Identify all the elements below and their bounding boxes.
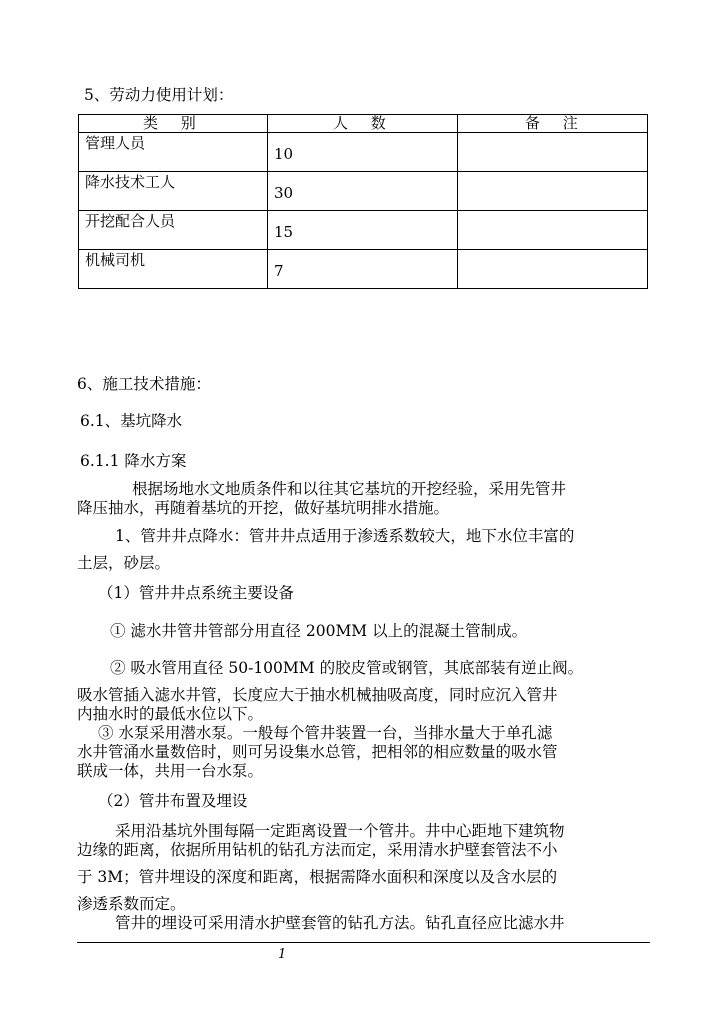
table-header-count: 人 数 [333,114,395,132]
paragraph-line: ① 滤水井管井管部分用直径 200MM 以上的混凝土管制成。 [110,622,528,640]
paragraph-line: 内抽水时的最低水位以下。 [77,705,264,723]
table-cell-count: 15 [274,223,294,241]
section-5-heading: 5、劳动力使用计划： [84,86,234,104]
paragraph-line: 联成一体，共用一台水泵。 [77,762,264,780]
paragraph-line: ② 吸水管用直径 50-100MM 的胶皮管或钢管，其底部装有逆止阀。 [110,659,584,677]
table-cell-category: 机械司机 [85,251,146,269]
labor-plan-table [78,114,648,289]
table-row-divider [79,171,647,172]
table-cell-count: 30 [274,184,294,202]
table-row-divider [79,132,647,133]
paragraph-line: 降压抽水，再随着基坑的开挖，做好基坑明排水措施。 [77,499,450,517]
paragraph-line: 于 3M；管井埋设的深度和距离，根据需降水面积和深度以及含水层的 [77,868,558,886]
section-6-1-1-heading: 6.1.1 降水方案 [80,452,187,470]
paragraph-line: 根据场地水文地质条件和以往其它基坑的开挖经验，采用先管井 [132,480,567,498]
paragraph-line: （2）管井布置及埋设 [98,792,248,810]
page-number: 1 [278,947,287,962]
section-6-1-heading: 6.1、基坑降水 [80,412,183,430]
table-cell-category: 降水技术工人 [85,173,176,191]
table-row-divider [79,210,647,211]
table-header-note: 备 注 [525,114,587,132]
table-header-category: 类 别 [143,114,205,132]
table-column-divider [267,115,268,288]
paragraph-line: 土层，砂层。 [77,554,171,572]
paragraph-line: 水井管涌水量数倍时，则可另设集水总管，把相邻的相应数量的吸水管 [77,743,558,761]
table-cell-count: 10 [274,145,294,163]
section-6-heading: 6、施工技术措施： [77,375,211,393]
paragraph-line: 渗透系数而定。 [77,895,186,913]
table-cell-category: 管理人员 [85,134,146,152]
table-row-divider [79,249,647,250]
paragraph-line: 吸水管插入滤水井管，长度应大于抽水机械抽吸高度，同时应沉入管井 [77,686,558,704]
paragraph-line: 1、管井井点降水：管井井点适用于渗透系数较大，地下水位丰富的 [115,527,575,545]
paragraph-line: 边缘的距离，依据所用钻机的钻孔方法而定，采用清水护壁套管法不小 [77,841,558,859]
paragraph-line: （1）管井井点系统主要设备 [98,584,294,602]
table-cell-category: 开挖配合人员 [85,212,176,230]
paragraph-line: 采用沿基坑外围每隔一定距离设置一个管井。井中心距地下建筑物 [115,822,565,840]
paragraph-line: ③ 水泵采用潜水泵。一般每个管井装置一台，当排水量大于单孔滤 [98,724,553,742]
footer-rule [77,942,650,943]
table-cell-count: 7 [274,262,284,280]
paragraph-line: 管井的埋设可采用清水护壁套管的钻孔方法。钻孔直径应比滤水井 [115,914,565,932]
table-column-divider [457,115,458,288]
